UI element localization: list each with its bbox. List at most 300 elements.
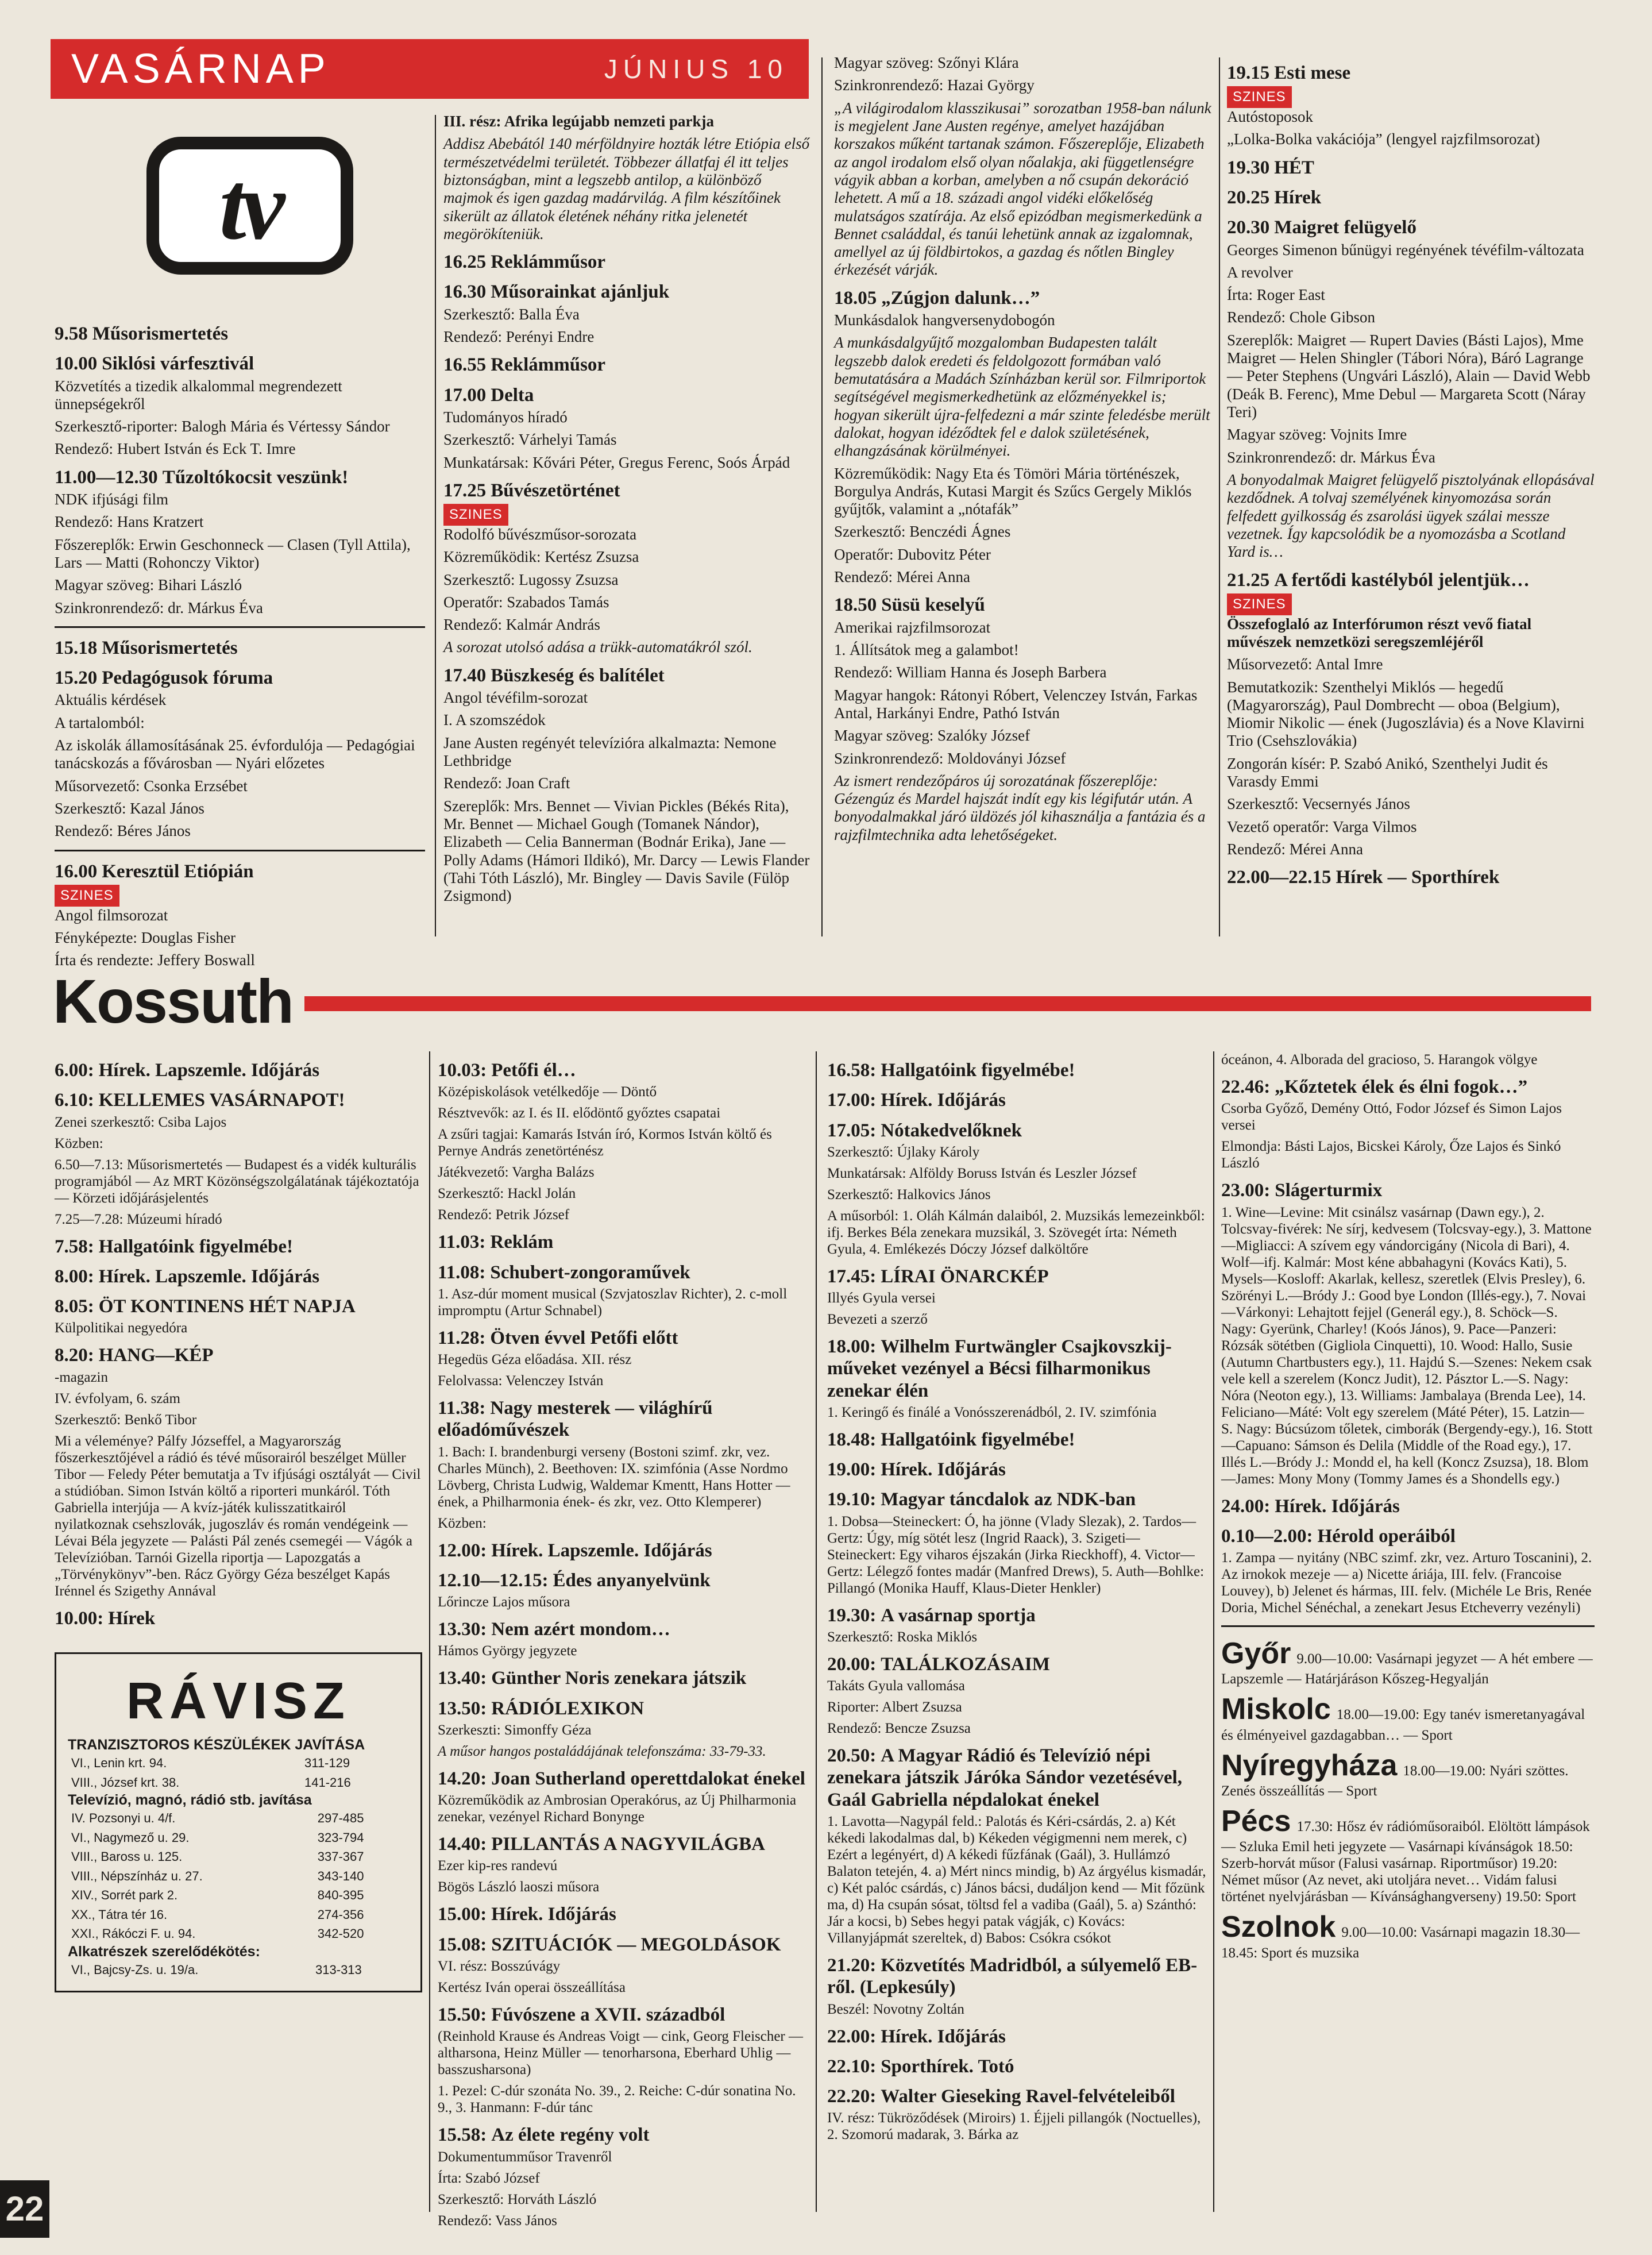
programme-title: [55, 467, 425, 488]
programme-name: LÍRAI ÖNARCKÉP: [881, 1266, 1049, 1287]
radio-entry: [438, 1397, 805, 1532]
programme-detail: 1. Lavotta—Nagypál feld.: Palotás és Kéri-csárdás, 2. a) Két kékedi lakodalmas dal, b) Kékeden végigmenni nem merek, c) Ezért a legényért, d) A kékedi fűzfának (Gaál), 3. Hullámzó Balaton tetején, 4. a) Mért nincs mindig, b) Az árgyélus kismadár, c) Két palóc csárdás, c) János bácsi, dudáljon kend — Mit főzünk ma, d) Ha csupán sósat, töltsd fel a vadiba (Gaál), 5. a) Szánthó: Jár a kocsi, b) Sebes hegyi patak vágják, c) Kovács: Villanyjápmát szereltek, d) Babos: Csókra csókot: [827, 1813, 1206, 1946]
programme-time: 16.30: [443, 282, 487, 303]
radio-entry: [438, 1327, 805, 1389]
programme-time: 11.03:: [438, 1232, 486, 1253]
tv-column-2: [443, 113, 811, 909]
programme-detail: NDK ifjúsági film: [55, 491, 168, 508]
programme-title: [438, 1934, 805, 1956]
programme-time: 11.38:: [438, 1398, 486, 1419]
programme-detail: Játékvezető: Vargha Balázs: [438, 1165, 595, 1181]
programme-detail: Felolvassa: Velenczey István: [438, 1373, 604, 1389]
programme-detail: Szereplők: Maigret — Rupert Davies (Básti Lajos), Mme Maigret — Helen Shingler (Tábori Nóra), Báró Lagrange — Peter Stephens (Ungvári László), Alain — David Webb (Deák B. Ferenc), Mme Debul — Margareta Scott (Náray Teri): [1227, 331, 1591, 421]
advert-row: [68, 1847, 409, 1867]
programme-detail: Szerkesztő: Hackl Jolán: [438, 1186, 576, 1202]
radio-entry: [438, 1618, 805, 1659]
programme-description: A sorozat utolsó adása a trükk-automatákról szól.: [443, 638, 752, 656]
programme-detail: Jane Austen regényét televízióra alkalmazta: Nemone Lethbridge: [443, 734, 777, 769]
programme-detail: Mi a véleménye? Pálfy Józseffel, a Magyarország főszerkesztőjével a rádió és tévé műsorairól beszélget Müller Tibor — Feledy Péter bemutatja a Tv ifjúsági osztályát — Civil a stúdióban. Simon István költő a riporteri munkáról. Tóth Gabriella interjúja — A kvíz-játék kulisszatitkairól nyilatkoznak csehszlovák, jugoszláv és román vendégeink — Lévai Béla jegyzete — Palásti Pál zenés csemegéi — Vágók a Televízióban. Tarnói Gizella riportja — Lapozgatás a „Törvénykönyv”-ben. Rácz György Géza beszélget Kapás Irénnel és Szigethy Annával: [55, 1433, 421, 1599]
programme-name: Hírek. Időjárás: [1275, 1495, 1400, 1517]
programme-detail: Rendező: Chole Gibson: [1227, 309, 1375, 326]
programme-name: Maigret felügyelő: [1274, 217, 1416, 238]
programme-title: [438, 1570, 805, 1591]
programme-name: Siklósi várfesztivál: [102, 353, 254, 375]
programme-time: 20.00:: [827, 1653, 877, 1675]
tv-entry: [55, 323, 425, 345]
programme-detail: Műsorvezető: Csonka Erzsébet: [55, 777, 248, 795]
advert-phone: 274-356: [317, 1907, 364, 1922]
radio-entry: [827, 1266, 1206, 1328]
radio-entry: [438, 2124, 805, 2229]
programme-detail: Szinkronrendező: dr. Márkus Éva: [1227, 448, 1435, 466]
programme-title: [827, 1429, 1206, 1451]
programme-title: [827, 1459, 1206, 1481]
programme-name: Fúvószene a XVII. századból: [491, 2004, 725, 2025]
programme-time: 17.45:: [827, 1266, 877, 1287]
programme-detail: Illyés Gyula versei: [827, 1290, 936, 1306]
programme-detail: VI. rész: Bosszúvágy: [438, 1958, 561, 1974]
programme-title: [443, 480, 811, 502]
programme-title: [443, 251, 811, 273]
programme-name: Hírek — Sporthírek: [1336, 867, 1500, 888]
programme-name: Hírek. Időjárás: [881, 1090, 1006, 1111]
programme-name: Sporthírek. Totó: [881, 2056, 1014, 2077]
advert-row: [68, 1773, 409, 1793]
programme-detail: 1. Dobsa—Steineckert: Ó, ha jönne (Vlady Slezak), 2. Tardos—Gertz: Úgy, míg sötét lesz (Ingrid Raack), 3. Szigeti—Steineckert: Egy viharos éjszakán (Jirka Rieckhoff), 4. Victor—Gertz: Lélegző fontes madár (Manfred Drews), 5. Auth—Bohlke: Pillangó (Monika Hauff, Klaus-Dieter Henkler): [827, 1513, 1205, 1596]
programme-title: [827, 1120, 1206, 1142]
programme-detail: Aktuális kérdések: [55, 691, 167, 709]
advert-address-table: [68, 1809, 409, 1944]
programme-title: [827, 2056, 1206, 2077]
programme-title: [55, 1266, 422, 1288]
programme-name: ÖT KONTINENS HÉT NAPJA: [98, 1296, 356, 1317]
advert-address-table: [68, 1960, 409, 1980]
section-rule: [55, 626, 425, 628]
programme-detail: Szerkesztő: Halkovics János: [827, 1186, 991, 1202]
programme-detail: Írta: Szabó József: [438, 2170, 540, 2186]
programme-detail: Az iskolák államosításának 25. évfordulója — Pedagógiai tanácskozás a fővárosban — Nyári előzetes: [55, 737, 415, 772]
programme-name: Keresztül Etiópián: [102, 861, 254, 882]
programme-detail: 1. Bach: I. brandenburgi verseny (Bostoni szimf. zkr, vez. Charles Münch), 2. Beethoven: IX. szimfónia (Asse Nordmo Lövberg, Christa Ludwig, Waldemar Kmentt, Hans Hotter — ének, a Philharmonia ének- és zkr, vez. Otto Klemperer): [438, 1444, 790, 1510]
programme-detail: Kertész Iván operai összeállítása: [438, 1979, 626, 1995]
programme-time: 20.30: [1227, 217, 1270, 238]
advert-address: VI., Bajcsy-Zs. u. 19/a.: [71, 1962, 199, 1977]
programme-name: TALÁLKOZÁSAIM: [881, 1653, 1050, 1675]
programme-detail: Írta: Roger East: [1227, 286, 1325, 304]
programme-detail: Résztvevők: az I. és II. elődöntő győztes csapatai: [438, 1105, 721, 1121]
programme-detail: Tudományos híradó: [443, 408, 568, 426]
programme-detail: Takáts Gyula vallomása: [827, 1678, 965, 1694]
radio-entry: [827, 1489, 1206, 1596]
advert-address: VI., Nagymező u. 29.: [71, 1830, 190, 1845]
programme-name: Hallgatóink figyelmébe!: [881, 1429, 1075, 1450]
radio-entry: [1221, 1525, 1595, 1616]
advert-row: [68, 1886, 409, 1905]
programme-name: HANG—KÉP: [98, 1345, 214, 1366]
advert-address: VIII., Népszínház u. 27.: [71, 1868, 203, 1883]
advert-phone: 343-140: [317, 1868, 364, 1883]
programme-detail: Közreműködik: Kertész Zsuzsa: [443, 548, 639, 566]
radio-entry: [1221, 1179, 1595, 1487]
programme-title: [827, 1955, 1206, 1999]
programme-detail: Szinkronrendező: Moldoványi József: [834, 749, 1066, 767]
programme-time: 10.00:: [55, 1608, 104, 1629]
programme-name: Hírek: [1274, 187, 1322, 208]
programme-title: [1221, 1495, 1595, 1517]
programme-title: [827, 1336, 1206, 1402]
programme-detail: A tartalomból:: [55, 714, 145, 731]
programme-name: Hírek: [108, 1608, 156, 1629]
programme-title: [827, 2086, 1206, 2107]
radio-entry: [827, 1745, 1206, 1946]
programme-time: 17.05:: [827, 1120, 877, 1141]
regional-city: Szolnok: [1221, 1910, 1336, 1944]
programme-title: [55, 1608, 422, 1629]
programme-name: KELLEMES VASÁRNAPOT!: [98, 1090, 345, 1111]
programme-title: [1221, 1525, 1595, 1547]
programme-detail: Beszél: Novotny Zoltán: [827, 2001, 964, 2017]
programme-detail: A zsűri tagjai: Kamarás István író, Kormos István költő és Pernye András zenetörténész: [438, 1127, 772, 1159]
programme-detail: Magyar szöveg: Vojnits Imre: [1227, 426, 1407, 444]
programme-time: 9.58: [55, 323, 88, 344]
section-rule: [1221, 1625, 1595, 1627]
programme-detail: (Reinhold Krause és Andreas Voigt — cink, Georg Fleischer — altharsona, Heinz Müller — tenorharsona, Eberhard Uhlig — basszusharsona): [438, 2029, 804, 2078]
programme-detail: Szerkesztő: Lugossy Zsuzsa: [443, 571, 619, 588]
programme-detail: Szerkesztő: Benczédi Ágnes: [834, 523, 1011, 541]
advert-phone: 337-367: [317, 1849, 364, 1864]
programme-title: [55, 1089, 422, 1111]
programme-detail: Szerkesztő: Balla Éva: [443, 305, 580, 323]
programme-detail: Közvetítés a tizedik alkalommal megrendezett ünnepségekről: [55, 377, 342, 413]
column-divider: [821, 57, 823, 936]
programme-time: 19.15: [1227, 63, 1270, 83]
programme-title: [827, 1266, 1206, 1288]
programme-detail: Rodolfó bűvészműsor-sorozata: [443, 525, 637, 543]
programme-detail: Fényképezte: Douglas Fisher: [55, 929, 236, 947]
programme-name: Műsorismertetés: [102, 637, 238, 658]
programme-title: [438, 1618, 805, 1640]
programme-name: Pedagógusok fóruma: [102, 668, 273, 689]
programme-title: [438, 1768, 805, 1790]
programme-name: „Kőztetek élek és élni fogok…”: [1275, 1077, 1528, 1097]
regional-text: 9.00—10.00: Vasárnapi jegyzet — A hét embere — Lapszemle — Határjáráson Kőszeg-Hegyalján: [1221, 1651, 1593, 1687]
programme-time: 16.55: [443, 354, 487, 376]
programme-time: 13.30:: [438, 1619, 487, 1640]
programme-detail: Bemutatkozik: Szenthelyi Miklós — hegedű (Magyarország), Paul Dombrecht — oboa (Belgium), Miomir Nikolic — ének (Jugoszlávia) és a Nove Klavirni Trio (Csehszlovákia): [1227, 678, 1585, 750]
radio-entry: [827, 1059, 1206, 1081]
programme-detail: 1. Pezel: C-dúr szonáta No. 39., 2. Reiche: C-dúr sonatina No. 9., 3. Hanmann: F-dúr tánc: [438, 2083, 796, 2116]
regional-entry: [1221, 1692, 1595, 1743]
advert-row: [68, 1924, 409, 1944]
color-badge: SZINES: [1227, 593, 1292, 615]
programme-detail: Szerkesztő: Roska Miklós: [827, 1629, 978, 1645]
programme-title: [55, 637, 425, 659]
advert-address: IV. Pozsonyi u. 4/f.: [71, 1811, 176, 1826]
programme-title: [55, 323, 425, 345]
programme-name: Nagy mesterek — világhírű előadóművészek: [438, 1398, 713, 1441]
regional-city: Miskolc: [1221, 1693, 1331, 1726]
programme-time: 15.08:: [438, 1934, 487, 1955]
programme-title: [55, 861, 425, 882]
date-label: JÚNIUS 10: [604, 54, 788, 84]
advert-address: VIII., József krt. 38.: [71, 1775, 180, 1790]
radio-entry: [827, 1955, 1206, 2018]
programme-detail: Külpolitikai negyedóra: [55, 1320, 188, 1336]
programme-time: 13.40:: [438, 1668, 487, 1689]
programme-detail: Lőrincze Lajos műsora: [438, 1594, 570, 1610]
programme-title: [55, 1296, 422, 1317]
tv-logo: [146, 137, 353, 275]
radio-entry: [438, 1698, 805, 1760]
programme-title: [827, 1745, 1206, 1811]
programme-name: Hírek. Lapszemle. Időjárás: [98, 1060, 320, 1081]
programme-detail: Magyar szöveg: Szalóky József: [834, 727, 1030, 745]
programme-detail: Autóstoposok: [1227, 108, 1314, 126]
kossuth-column-3: [827, 1051, 1206, 2148]
programme-description: A műsor hangos postaládájának telefonszáma: 33-79-33.: [438, 1743, 766, 1759]
advert-address: VIII., Baross u. 125.: [71, 1849, 183, 1864]
programme-time: 8.00:: [55, 1266, 94, 1287]
programme-name: A fertődi kastélyból jelentjük…: [1274, 569, 1530, 591]
programme-time: 8.05:: [55, 1296, 94, 1317]
radio-entry: [827, 2026, 1206, 2048]
regional-text: 18.00—19.00: Egy tanév ismeretanyagával és élményeivel gazdagabban… — Sport: [1221, 1707, 1585, 1743]
tv-entry: [834, 54, 1213, 279]
kossuth-column-1: [55, 1051, 422, 1992]
programme-time: 16.00: [55, 861, 98, 882]
programme-name: Hallgatóink figyelmébe!: [881, 1060, 1075, 1081]
programme-detail: 1. Wine—Levine: Mit csinálsz vasárnap (Dawn egy.), 2. Tolcsvay-fivérek: Ne sírj, kedvesem (Tolcsvay-egy.), 3. Mattone—Migliacci: A szívem egy vándorcigány (Nicola di Bari), 4. Wolf—ifj. Kalmár: Most kéne abbahagyni (Kovács Kati), 5. Mysels—Kosloff: Akarlak, kellesz, szeretlek (Elvis Presley), 6. Szörényi L.—Bródy J.: Good bye London (Illés-egy.), 7. Novai—Várkonyi: Lehajtott fejjel (Generál egy.), 8. Schöck—S. Nagy: Gyerünk, Charley! (Koós János), 9. Pace—Panzeri: Rózsák sötétben (Gigliola Cinquetti), 10. Wood: Hallo, Susie (Autumn Chartbusters egy.), 11. Hajdú S.—Szenes: Nekem csak vele kell a szerelem (Koncz Judit), 12. Pásztor L.—S. Nagy: Nóra (Neoton egy.), 13. Williams: Jambalaya (Brenda Lee), 14. Feliciano—Máté: Volt egy szerelem (Máté Péter), 15. Latzin—S. Nagy: Búcsúzom tőletek, cimborák (Bergendy-egy.), 16. Stott—Capuano: Sámson és Delila (Middle of the Road egy.), 17. Illés L.—Bródy J.: Mondd el, ha kell (Koncz Zsuzsa), 18. Blom—James: Mony Mony (Tommy James és a Shondells egy.): [1221, 1204, 1593, 1487]
programme-detail: Bevezeti a szerző: [827, 1312, 928, 1328]
programme-name: Petőfi él…: [491, 1060, 576, 1081]
programme-detail: Hámos György jegyzete: [438, 1643, 577, 1659]
programme-time: 17.00: [443, 384, 487, 406]
programme-detail: Szinkronrendező: Hazai György: [834, 76, 1035, 94]
programme-name: Hírek. Időjárás: [881, 1459, 1006, 1481]
programme-name: Schubert-zongoraművek: [490, 1262, 690, 1283]
programme-name: Reklámműsor: [491, 354, 606, 376]
programme-detail: Rendező: Béres János: [55, 822, 191, 840]
ravisz-advert: [55, 1652, 422, 1993]
advert-row: [68, 1960, 409, 1980]
advert-address: XXI., Rákóczi F. u. 94.: [71, 1926, 196, 1941]
tv-entry: [443, 251, 811, 273]
programme-title: [55, 1344, 422, 1366]
programme-detail: Írta és rendezte: Jeffery Boswall: [55, 951, 255, 969]
programme-detail: Operatőr: Szabados Tamás: [443, 593, 609, 611]
programme-title: [438, 1059, 805, 1081]
programme-detail: Rendező: Vass János: [438, 2212, 557, 2229]
day-banner: [51, 39, 809, 99]
programme-time: 22.10:: [827, 2056, 877, 2077]
programme-title: [1227, 62, 1595, 84]
regional-city: Nyíregyháza: [1221, 1748, 1398, 1782]
programme-title: [55, 667, 425, 689]
programme-lead: III. rész: Afrika legújabb nemzeti parkja: [443, 113, 714, 130]
programme-description: „A világirodalom klasszikusai” sorozatban 1958-ban nálunk is megjelent Jane Austen regénye, amelyet hazájában korszakos műként tartanak számon. Főszereplője, Elizabeth az angol irodalom első olyan nőalakja, aki függetlenségre vágyik abban a korban, amelyben a nő csupán dekoráció lehetett. A mű a 18. századi angol vidéki előkelőség mulatságos szatírája. Az első epizódban megismerkedünk a Bennet családdal, és tanúi lehetünk annak az izgalomnak, amellyel az új földbirtokos, a gazdag és nőtlen Bingley érkezését várják.: [834, 99, 1211, 279]
advert-row: [68, 1905, 409, 1925]
programme-detail: Szereplők: Mrs. Bennet — Vivian Pickles (Békés Rita), Mr. Bennet — Michael Gough (Tomanek Nándor), Elizabeth — Celia Bannerman (Bodnár Erika), Jane — Polly Adams (Hámori Ildikó), Mr. Darcy — Lewis Flander (Tahi Tóth László), Mr. Bingley — Davis Savile (Fülöp Zsigmond): [443, 797, 810, 905]
programme-detail: IV. rész: Tükröződések (Miroirs) 1. Éjjeli pillangók (Noctuelles), 2. Szomorú madarak, 3. Bárka az: [827, 2110, 1201, 2143]
page-number: 22: [0, 2180, 49, 2238]
programme-detail: Szerkesztő-riporter: Balogh Mária és Vértessy Sándor: [55, 418, 390, 435]
programme-name: Delta: [491, 384, 534, 406]
tv-entry: [1227, 866, 1595, 888]
kossuth-red-bar: [304, 996, 1591, 1011]
advert-phone: 323-794: [317, 1830, 364, 1845]
programme-name: Édes anyanyelvünk: [553, 1570, 711, 1591]
programme-description: A bonyodalmak Maigret felügyelő pisztolyának ellopásával kezdődnek. A tolvaj személyének kinyomozása során felfedett gyilkosság és zsarolási ügyek szálai messze vezetnek. Így kapcsolódik be a nyomozásba a Scotland Yard is…: [1227, 471, 1595, 561]
programme-title: [834, 287, 1213, 309]
kossuth-column-2: [438, 1051, 805, 2234]
programme-name: Hírek. Lapszemle. Időjárás: [491, 1540, 712, 1561]
regional-entry: [1221, 1748, 1595, 1799]
programme-time: 11.08:: [438, 1262, 486, 1283]
programme-title: [55, 1059, 422, 1081]
programme-name: Esti mese: [1274, 63, 1351, 83]
programme-title: [1221, 1076, 1595, 1098]
programme-detail: Angol filmsorozat: [55, 906, 168, 924]
advert-phone: 297-485: [317, 1811, 364, 1826]
tv-entry: [443, 281, 811, 346]
radio-entry: [827, 1336, 1206, 1421]
radio-entry: [827, 2056, 1206, 2077]
advert-row: [68, 1867, 409, 1886]
programme-detail: Zenei szerkesztő: Csiba Lajos: [55, 1114, 227, 1130]
programme-detail: Vezető operatőr: Varga Vilmos: [1227, 818, 1417, 835]
programme-detail: 6.50—7.13: Műsorismertetés — Budapest és a vidék kulturális programjából — Az MRT Közönségszolgálatának tájékoztatója — Körzeti időjárásjelentés: [55, 1157, 419, 1206]
programme-name: Reklámműsor: [491, 252, 606, 273]
programme-detail: Amerikai rajzfilmsorozat: [834, 618, 991, 636]
programme-detail: Szerkesztő: Vecsernyés János: [1227, 795, 1410, 813]
programme-name: Közvetítés Madridból, a súlyemelő EB-ről. (Lepkesúly): [827, 1955, 1198, 1998]
programme-title: [443, 384, 811, 406]
programme-detail: Magyar szöveg: Bihari László: [55, 576, 242, 594]
column-divider: [429, 1051, 430, 2212]
programme-detail: Munkatársak: Kővári Péter, Gregus Ferenc, Soós Árpád: [443, 453, 790, 471]
advert-heading: Televízió, magnó, rádió stb. javítása: [68, 1792, 312, 1809]
programme-detail: 7.25—7.28: Múzeumi híradó: [55, 1211, 222, 1227]
column-divider: [1219, 57, 1220, 936]
programme-name: Tűzoltókocsit veszünk!: [162, 467, 349, 488]
regional-text: 18.00—19.00: Nyári szöttes. Zenés összeállítás — Sport: [1221, 1763, 1569, 1799]
section-rule: [55, 850, 425, 851]
programme-time: 11.28:: [438, 1327, 486, 1348]
programme-detail: Rendező: Perényi Endre: [443, 328, 595, 346]
tv-entry: [443, 354, 811, 376]
radio-entry: [438, 1570, 805, 1610]
programme-detail: Rendező: Hans Kratzert: [55, 513, 204, 531]
tv-entry: [55, 667, 425, 840]
programme-detail: Szerkesztő: Várhelyi Tamás: [443, 431, 617, 449]
tv-column-4: [1227, 54, 1595, 891]
radio-entry: [1221, 1076, 1595, 1171]
radio-entry: [55, 1059, 422, 1081]
programme-name: RÁDIÓLEXIKON: [491, 1698, 644, 1719]
programme-name: Wilhelm Furtwängler Csajkovszkij-műveket vezényel a Bécsi filharmonikus zenekar élén: [827, 1336, 1172, 1401]
programme-name: Műsorismertetés: [92, 323, 229, 344]
programme-time: 24.00:: [1221, 1495, 1271, 1517]
advert-row: [68, 1809, 409, 1828]
programme-time: 21.20:: [827, 1955, 877, 1976]
radio-entry: [438, 1262, 805, 1319]
programme-time: 17.25: [443, 480, 487, 501]
programme-title: [438, 1262, 805, 1283]
programme-name: Hírek. Időjárás: [881, 2026, 1006, 2047]
advert-address: VI., Lenin krt. 94.: [71, 1756, 167, 1771]
tv-entry: [55, 467, 425, 617]
column-divider: [435, 115, 436, 936]
programme-detail: Riporter: Albert Zsuzsa: [827, 1699, 962, 1716]
programme-detail: Középiskolások vetélkedője — Döntő: [438, 1084, 657, 1100]
regional-entry: [1221, 1636, 1595, 1687]
tv-entry: [443, 384, 811, 472]
programme-time: 22.00:: [827, 2026, 877, 2047]
programme-detail: Zongorán kísér: P. Szabó Anikó, Szenthelyi Judit és Varasdy Emmi: [1227, 754, 1548, 791]
programme-time: 22.20:: [827, 2086, 877, 2107]
programme-time: 16.58:: [827, 1060, 877, 1081]
radio-entry: [438, 1833, 805, 1895]
programme-title: [438, 2124, 805, 2146]
radio-entry: [55, 1089, 422, 1227]
tv-logo-text: tv: [219, 151, 281, 260]
programme-detail: Rendező: Kalmár András: [443, 616, 600, 634]
tv-entry: [1227, 217, 1595, 561]
programme-detail: Rendező: Bencze Zsuzsa: [827, 1721, 971, 1737]
programme-title: [55, 353, 425, 375]
programme-detail: Rendező: Hubert István és Eck T. Imre: [55, 440, 296, 458]
programme-title: [1227, 187, 1595, 209]
tv-column-1: [55, 315, 425, 974]
programme-title: [438, 1903, 805, 1925]
programme-name: Büszkeség és balítélet: [491, 665, 665, 686]
programme-name: Hírek. Időjárás: [491, 1904, 616, 1925]
programme-detail: Közben:: [438, 1515, 487, 1531]
programme-time: 18.00:: [827, 1336, 877, 1358]
programme-time: 14.20:: [438, 1768, 487, 1789]
programme-time: 23.00:: [1221, 1180, 1271, 1201]
programme-title: [1227, 569, 1595, 591]
programme-name: Slágerturmix: [1275, 1180, 1383, 1201]
tv-entry: [834, 594, 1213, 844]
programme-time: 17.40: [443, 665, 487, 686]
programme-title: [438, 1698, 805, 1720]
radio-entry: [55, 1266, 422, 1288]
tv-entry: [443, 113, 811, 243]
programme-title: [827, 2026, 1206, 2048]
programme-time: 14.40:: [438, 1834, 487, 1855]
programme-time: 18.50: [834, 595, 877, 616]
programme-detail: Magyar hangok: Rátonyi Róbert, Velenczey István, Farkas Antal, Harkányi Endre, Pathó István: [834, 686, 1198, 722]
programme-time: 12.00:: [438, 1540, 487, 1561]
advert-phone: 342-520: [317, 1926, 364, 1941]
advert-heading: Alkatrészek szerelődékötés:: [68, 1943, 260, 1960]
programme-detail: Munkásdalok hangversenydobogón: [834, 311, 1055, 329]
programme-title: [827, 1089, 1206, 1111]
tv-entry: [1227, 62, 1595, 149]
radio-entry: [438, 1540, 805, 1562]
programme-detail: Georges Simenon bűnügyi regényének tévéfilm-változata: [1227, 241, 1584, 259]
tv-column-3: [834, 54, 1213, 849]
tv-entry: [443, 665, 811, 905]
regional-city: Győr: [1221, 1637, 1291, 1671]
radio-entry: [827, 1429, 1206, 1451]
tv-entry: [834, 287, 1213, 587]
programme-detail: I. A szomszédok: [443, 711, 546, 729]
programme-time: 17.00:: [827, 1090, 877, 1111]
programme-name: Magyar táncdalok az NDK-ban: [881, 1489, 1136, 1510]
programme-time: 15.18: [55, 637, 98, 658]
